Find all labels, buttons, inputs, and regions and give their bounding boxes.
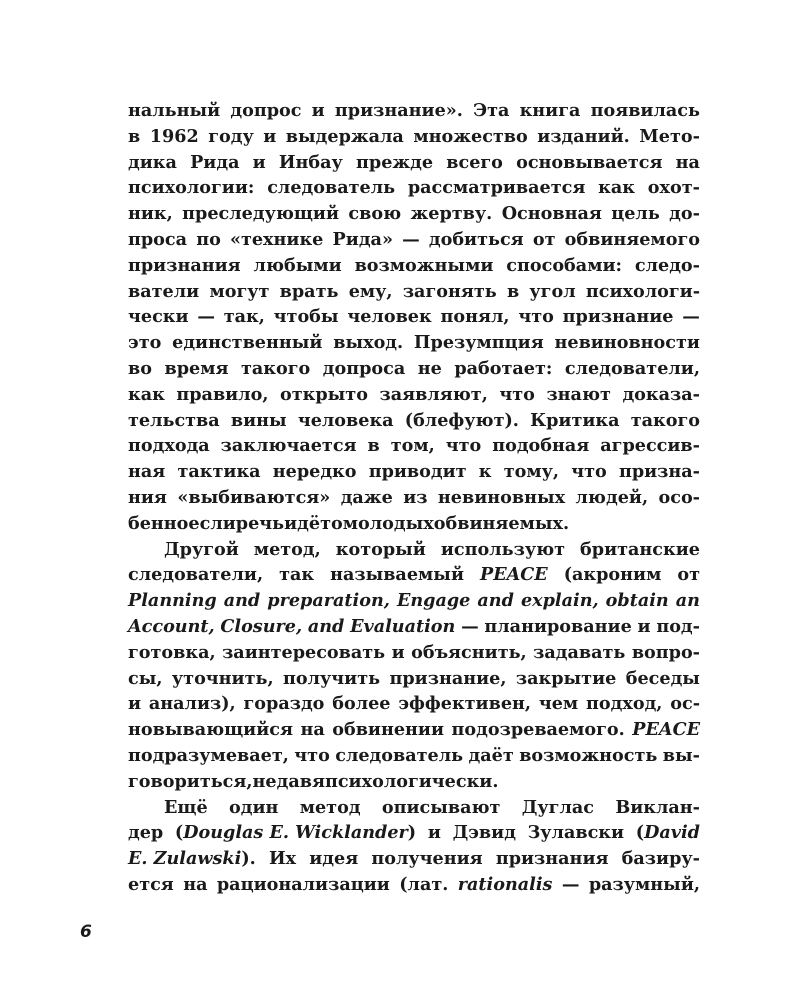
text-line: [128, 511, 700, 537]
word: заявляют,: [379, 383, 488, 405]
word: любыми: [253, 254, 342, 276]
word: прежде: [356, 151, 434, 173]
text-line: [128, 717, 700, 743]
word: рационализации: [216, 873, 390, 895]
word: что: [294, 744, 330, 766]
word: знают: [546, 383, 611, 405]
word: вопро-: [631, 641, 700, 663]
word: уточнить,: [171, 667, 274, 689]
word: тому,: [503, 461, 560, 483]
word: том,: [390, 435, 435, 457]
text-line: [128, 459, 700, 485]
word: —: [197, 306, 215, 328]
page-number: 6: [80, 922, 92, 942]
word: an: [675, 590, 700, 612]
word: Closure,: [220, 615, 303, 637]
word: что: [499, 383, 535, 405]
word: метод,: [253, 538, 321, 560]
text-line: [128, 227, 700, 253]
text-line: [128, 614, 700, 640]
word: и: [427, 822, 441, 844]
word: это: [128, 332, 162, 354]
word: E. Zulawski).: [128, 848, 256, 870]
word: obtain: [605, 590, 669, 612]
word: планирование: [484, 615, 632, 637]
word: единственный: [172, 332, 323, 354]
word: психологии:: [128, 177, 255, 199]
word: угол: [529, 280, 576, 302]
word: от: [677, 564, 700, 586]
word: чем: [538, 693, 579, 715]
word: преследующий: [182, 203, 340, 225]
word: Engage: [396, 590, 471, 612]
word: Их: [268, 848, 297, 870]
word: «выбиваются»: [177, 486, 331, 508]
body-text: [128, 98, 700, 898]
word: даёт: [468, 744, 514, 766]
word: человека: [297, 409, 394, 431]
word: невиновности: [554, 332, 700, 354]
word: молодых: [342, 512, 434, 534]
word: бенно: [128, 512, 189, 534]
text-line: [128, 98, 700, 124]
word: выдержала: [285, 125, 404, 147]
word: признания: [128, 254, 241, 276]
word: в: [506, 280, 520, 302]
word: подразумевает,: [128, 744, 289, 766]
word: Критика: [530, 409, 620, 431]
word: заключается: [220, 435, 357, 457]
word: году: [208, 125, 254, 147]
word: во: [128, 357, 152, 379]
text-line: [128, 846, 700, 872]
word: эффективен,: [398, 693, 532, 715]
word: and: [307, 615, 345, 637]
text-line: [128, 356, 700, 382]
word: свою: [348, 203, 402, 225]
word: и: [128, 693, 142, 715]
word: получения: [371, 848, 483, 870]
word: время: [164, 357, 229, 379]
word: допроса: [322, 357, 406, 379]
text-line: [128, 872, 700, 898]
text-line: [128, 304, 700, 330]
word: гораздо: [243, 693, 325, 715]
word: Account,: [128, 615, 215, 637]
word: из: [403, 486, 428, 508]
word: как: [598, 177, 635, 199]
word: врать: [279, 280, 339, 302]
word: чески: [128, 306, 189, 328]
word: говориться,: [128, 770, 253, 792]
word: анализ),: [148, 693, 236, 715]
word: новывающийся: [128, 719, 293, 741]
word: Мето-: [639, 125, 700, 147]
word: следователь: [335, 744, 464, 766]
word: всего: [446, 151, 503, 173]
word: цель: [611, 203, 660, 225]
word: Основная: [501, 203, 602, 225]
word: возможными: [354, 254, 494, 276]
text-line: [128, 588, 700, 614]
word: выход.: [333, 332, 404, 354]
word: так,: [223, 306, 265, 328]
word: называемый: [330, 564, 464, 586]
word: если: [188, 512, 236, 534]
word: что: [571, 461, 607, 483]
word: невиновных: [437, 486, 566, 508]
word: получить: [283, 667, 381, 689]
word: открыто: [280, 383, 368, 405]
word: ос-: [670, 693, 700, 715]
word: подобная: [492, 435, 590, 457]
word: PEACE: [479, 564, 548, 586]
text-line: [128, 433, 700, 459]
word: загонять: [402, 280, 497, 302]
word: более: [332, 693, 391, 715]
word: «технике: [229, 228, 324, 250]
word: разумный,: [588, 873, 700, 895]
word: такого: [630, 409, 700, 431]
word: осо-: [658, 486, 700, 508]
word: в: [128, 125, 141, 147]
word: и: [311, 100, 325, 121]
word: охот-: [647, 177, 700, 199]
word: задавать: [533, 641, 626, 663]
word: explain,: [520, 590, 599, 612]
word: —: [561, 873, 580, 895]
word: and: [477, 590, 514, 612]
word: до-: [669, 203, 700, 225]
word: метод: [299, 796, 361, 818]
word: ется: [128, 873, 174, 895]
word: (лат.: [399, 873, 449, 895]
word: признания: [495, 848, 609, 870]
word: Рида: [190, 151, 240, 173]
word: обвиняемого: [564, 228, 700, 250]
word: не: [417, 357, 442, 379]
word: чтобы: [273, 306, 339, 328]
word: подозреваемого.: [451, 719, 625, 741]
word: следователи,: [564, 357, 700, 379]
word: правило,: [176, 383, 269, 405]
word: Дуглас: [521, 796, 594, 818]
word: возможность: [519, 744, 658, 766]
word: под-: [656, 615, 700, 637]
word: rationalis: [457, 873, 553, 895]
word: используют: [440, 538, 566, 560]
word: Рида»: [332, 228, 393, 250]
word: подход,: [586, 693, 663, 715]
word: на: [675, 151, 700, 173]
word: не: [252, 770, 277, 792]
word: Зулавски: [527, 822, 625, 844]
word: так: [279, 564, 315, 586]
word: Дэвид: [452, 822, 516, 844]
word: к: [478, 461, 492, 483]
word: проса: [128, 228, 188, 250]
word: появилась: [590, 100, 700, 121]
word: способами:: [506, 254, 623, 276]
text-line: [128, 485, 700, 511]
word: Ещё: [164, 796, 208, 818]
text-line: [128, 562, 700, 588]
word: заинтересовать: [222, 641, 386, 663]
word: психологически.: [324, 770, 499, 792]
word: 1962: [149, 125, 199, 147]
word: Инбау: [278, 151, 343, 173]
word: по: [196, 228, 221, 250]
word: PEACE: [632, 719, 700, 741]
word: добиться: [428, 228, 524, 250]
word: людей,: [575, 486, 649, 508]
word: базиру-: [621, 848, 700, 870]
word: даже: [340, 486, 393, 508]
word: и: [391, 641, 405, 663]
word: призна-: [618, 461, 700, 483]
word: Презумпция: [413, 332, 544, 354]
word: давя: [276, 770, 325, 792]
word: который: [335, 538, 426, 560]
word: ник,: [128, 203, 173, 225]
text-line: [128, 820, 700, 846]
word: от: [532, 228, 556, 250]
text-line: [128, 537, 700, 563]
word: один: [228, 796, 279, 818]
word: ния: [128, 486, 167, 508]
word: следо-: [634, 254, 700, 276]
word: ватели: [128, 280, 200, 302]
text-line: [128, 408, 700, 434]
word: признание».: [334, 100, 463, 121]
word: человек: [347, 306, 432, 328]
word: что: [445, 435, 482, 457]
word: Виклан-: [615, 796, 700, 818]
word: речь: [235, 512, 285, 534]
text-line: [128, 150, 700, 176]
word: следователь: [267, 177, 396, 199]
word: на: [183, 873, 208, 895]
word: на: [300, 719, 325, 741]
word: ему,: [348, 280, 393, 302]
word: закрытие: [515, 667, 617, 689]
word: идея: [309, 848, 359, 870]
word: основывается: [516, 151, 663, 173]
text-line: [128, 640, 700, 666]
text-line: [128, 743, 700, 769]
word: в: [367, 435, 380, 457]
word: понял,: [440, 306, 510, 328]
word: тактика: [177, 461, 261, 483]
word: (блефуют).: [404, 409, 519, 431]
word: доказа-: [622, 383, 700, 405]
text-line: [128, 279, 700, 305]
word: рассматривается: [407, 177, 586, 199]
word: —: [461, 615, 479, 637]
word: дер: [128, 822, 164, 844]
word: —: [402, 228, 420, 250]
word: обвиняемых.: [433, 512, 570, 534]
word: идёт: [284, 512, 331, 534]
text-line: [128, 330, 700, 356]
word: о: [331, 512, 343, 534]
word: сы,: [128, 667, 163, 689]
word: беседы: [625, 667, 700, 689]
word: и: [252, 151, 266, 173]
text-line: [128, 666, 700, 692]
word: подхода: [128, 435, 210, 457]
text-line: [128, 382, 700, 408]
word: обвинении: [332, 719, 445, 741]
word: агрессив-: [600, 435, 700, 457]
word: приводит: [368, 461, 467, 483]
word: вины: [230, 409, 287, 431]
word: Другой: [164, 538, 239, 560]
word: готовка,: [128, 641, 216, 663]
word: объяснить,: [411, 641, 527, 663]
text-line: [128, 691, 700, 717]
word: вы-: [662, 744, 700, 766]
word: работает:: [454, 357, 553, 379]
text-line: [128, 253, 700, 279]
text-line: [128, 175, 700, 201]
word: —: [682, 306, 700, 328]
text-line: [128, 124, 700, 150]
word: Эта: [473, 100, 510, 121]
word: Evaluation: [350, 615, 456, 637]
word: как: [128, 383, 165, 405]
word: следователи,: [128, 564, 264, 586]
word: и: [263, 125, 277, 147]
word: жертву.: [410, 203, 493, 225]
word: описывают: [381, 796, 501, 818]
word: (Douglas E. Wicklander): [174, 822, 417, 844]
word: книга: [519, 100, 581, 121]
text-line: [128, 201, 700, 227]
word: что: [518, 306, 554, 328]
word: и: [637, 615, 651, 637]
word: психологи-: [585, 280, 700, 302]
word: могут: [209, 280, 270, 302]
word: признание,: [389, 667, 507, 689]
word: preparation,: [267, 590, 390, 612]
word: Planning: [128, 590, 217, 612]
word: такого: [240, 357, 311, 379]
word: and: [223, 590, 261, 612]
word: множество: [413, 125, 528, 147]
word: изданий.: [537, 125, 630, 147]
word: (акроним: [563, 564, 662, 586]
word: нередко: [272, 461, 357, 483]
word: допрос: [230, 100, 302, 121]
word: ная: [128, 461, 166, 483]
text-line: [128, 769, 700, 795]
text-line: [128, 795, 700, 821]
word: дика: [128, 151, 177, 173]
word: британские: [580, 538, 700, 560]
word: нальный: [128, 100, 221, 121]
word: (David: [635, 822, 700, 844]
word: тельства: [128, 409, 220, 431]
word: признание: [562, 306, 674, 328]
